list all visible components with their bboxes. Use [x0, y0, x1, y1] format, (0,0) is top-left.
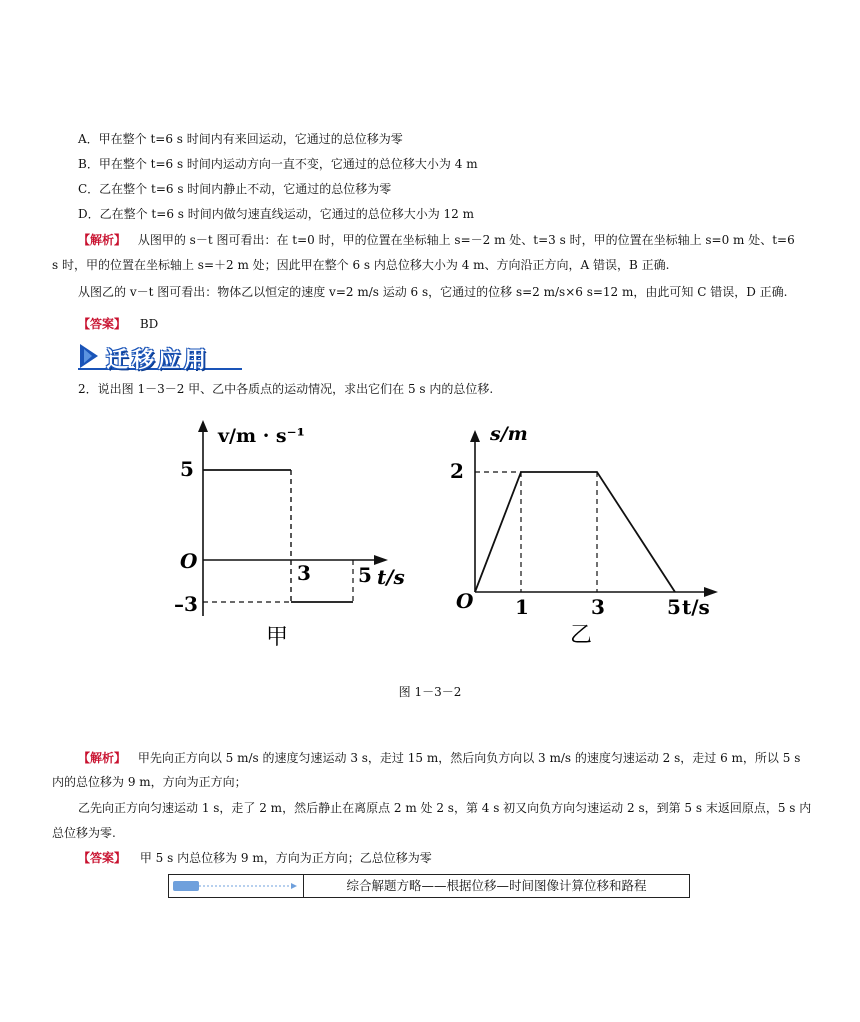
solution-line3: 乙先向正方向匀速运动 1 s，走了 2 m，然后静止在离原点 2 m 处 2 s，第 4 s 初又向负方向匀速运动 2 s，到第 5 s 末返回原点，5 s 内	[78, 801, 812, 815]
left-y-tick-neg3: –3	[174, 592, 198, 616]
solution-line4: 总位移为零.	[52, 826, 116, 840]
right-graph-label: 乙	[570, 623, 593, 648]
option-b: B．甲在整个 t=6 s 时间内运动方向一直不变，它通过的总位移大小为 4 m	[78, 157, 478, 171]
left-origin-label: O	[180, 549, 198, 573]
method-arrow-icon	[169, 875, 303, 897]
right-x-tick-1: 1	[515, 595, 529, 619]
method-title: 综合解题方略——根据位移—时间图像计算位移和路程	[346, 878, 647, 893]
answer-1: 【答案】 BD	[78, 317, 159, 331]
solution-line1: 【解析】 甲先向正方向以 5 m/s 的速度匀速运动 3 s，走过 15 m，然后向负方向以 3 m/s 的速度匀速运动 2 s，走过 6 m，所以 5 s	[78, 751, 801, 765]
figure-caption: 图 1－3－2	[398, 685, 462, 699]
option-c: C．乙在整个 t=6 s 时间内静止不动，它通过的总位移为零	[78, 182, 392, 196]
question-text: 2．说出图 1－3－2 甲、乙中各质点的运动情况，求出它们在 5 s 内的总位移.	[78, 382, 494, 396]
solution-answer-tag: 【答案】	[78, 851, 127, 865]
analysis-1-line3: 从图乙的 v－t 图可看出：物体乙以恒定的速度 v=2 m/s 运动 6 s，它通过的位移 s=2 m/s×6 s=12 m，由此可知 C 错误，D 正确.	[78, 285, 788, 299]
right-x-tick-5: 5	[667, 595, 681, 619]
graph-right	[450, 423, 718, 648]
right-x-tick-3: 3	[591, 595, 605, 619]
method-icon-cell	[169, 875, 304, 897]
left-y-tick-5: 5	[180, 457, 194, 481]
right-y-axis-label: s/m	[490, 423, 528, 445]
section-banner	[78, 342, 242, 372]
solution-analysis-tag: 【解析】	[78, 751, 127, 765]
graph-left	[174, 420, 405, 650]
banner-title: 迁移应用	[106, 348, 211, 373]
right-origin-label: O	[456, 589, 474, 613]
analysis-1-line2: s 时，甲的位置在坐标轴上 s=＋2 m 处；因此甲在整个 6 s 内总位移大小为 4 m、方向沿正方向，A 错误，B 正确.	[52, 258, 670, 272]
solution-answer: 【答案】 甲 5 s 内总位移为 9 m，方向为正方向；乙总位移为零	[78, 851, 432, 865]
analysis-1-line1: 【解析】 从图甲的 s－t 图可看出：在 t=0 时，甲的位置在坐标轴上 s=－2 m 处、t=3 s 时，甲的位置在坐标轴上 s=0 m 处、t=6	[78, 233, 795, 247]
left-x-axis-label: t/s	[377, 565, 405, 589]
analysis-tag: 【解析】	[78, 233, 127, 247]
option-d: D．乙在整个 t=6 s 时间内做匀速直线运动，它通过的总位移大小为 12 m	[78, 207, 475, 221]
left-x-tick-5: 5	[358, 563, 372, 587]
solution-line2: 内的总位移为 9 m，方向为正方向；	[52, 775, 247, 789]
option-a: A．甲在整个 t=6 s 时间内有来回运动，它通过的总位移为零	[78, 132, 403, 146]
left-x-tick-3: 3	[297, 561, 311, 585]
method-box	[168, 874, 690, 898]
right-y-tick-2: 2	[450, 459, 464, 483]
answer-tag: 【答案】	[78, 317, 127, 331]
left-graph-label: 甲	[266, 625, 289, 650]
left-y-axis-label: v/m · s⁻¹	[218, 425, 305, 447]
right-x-axis-label: t/s	[682, 595, 710, 619]
figure-graphs	[160, 418, 740, 658]
